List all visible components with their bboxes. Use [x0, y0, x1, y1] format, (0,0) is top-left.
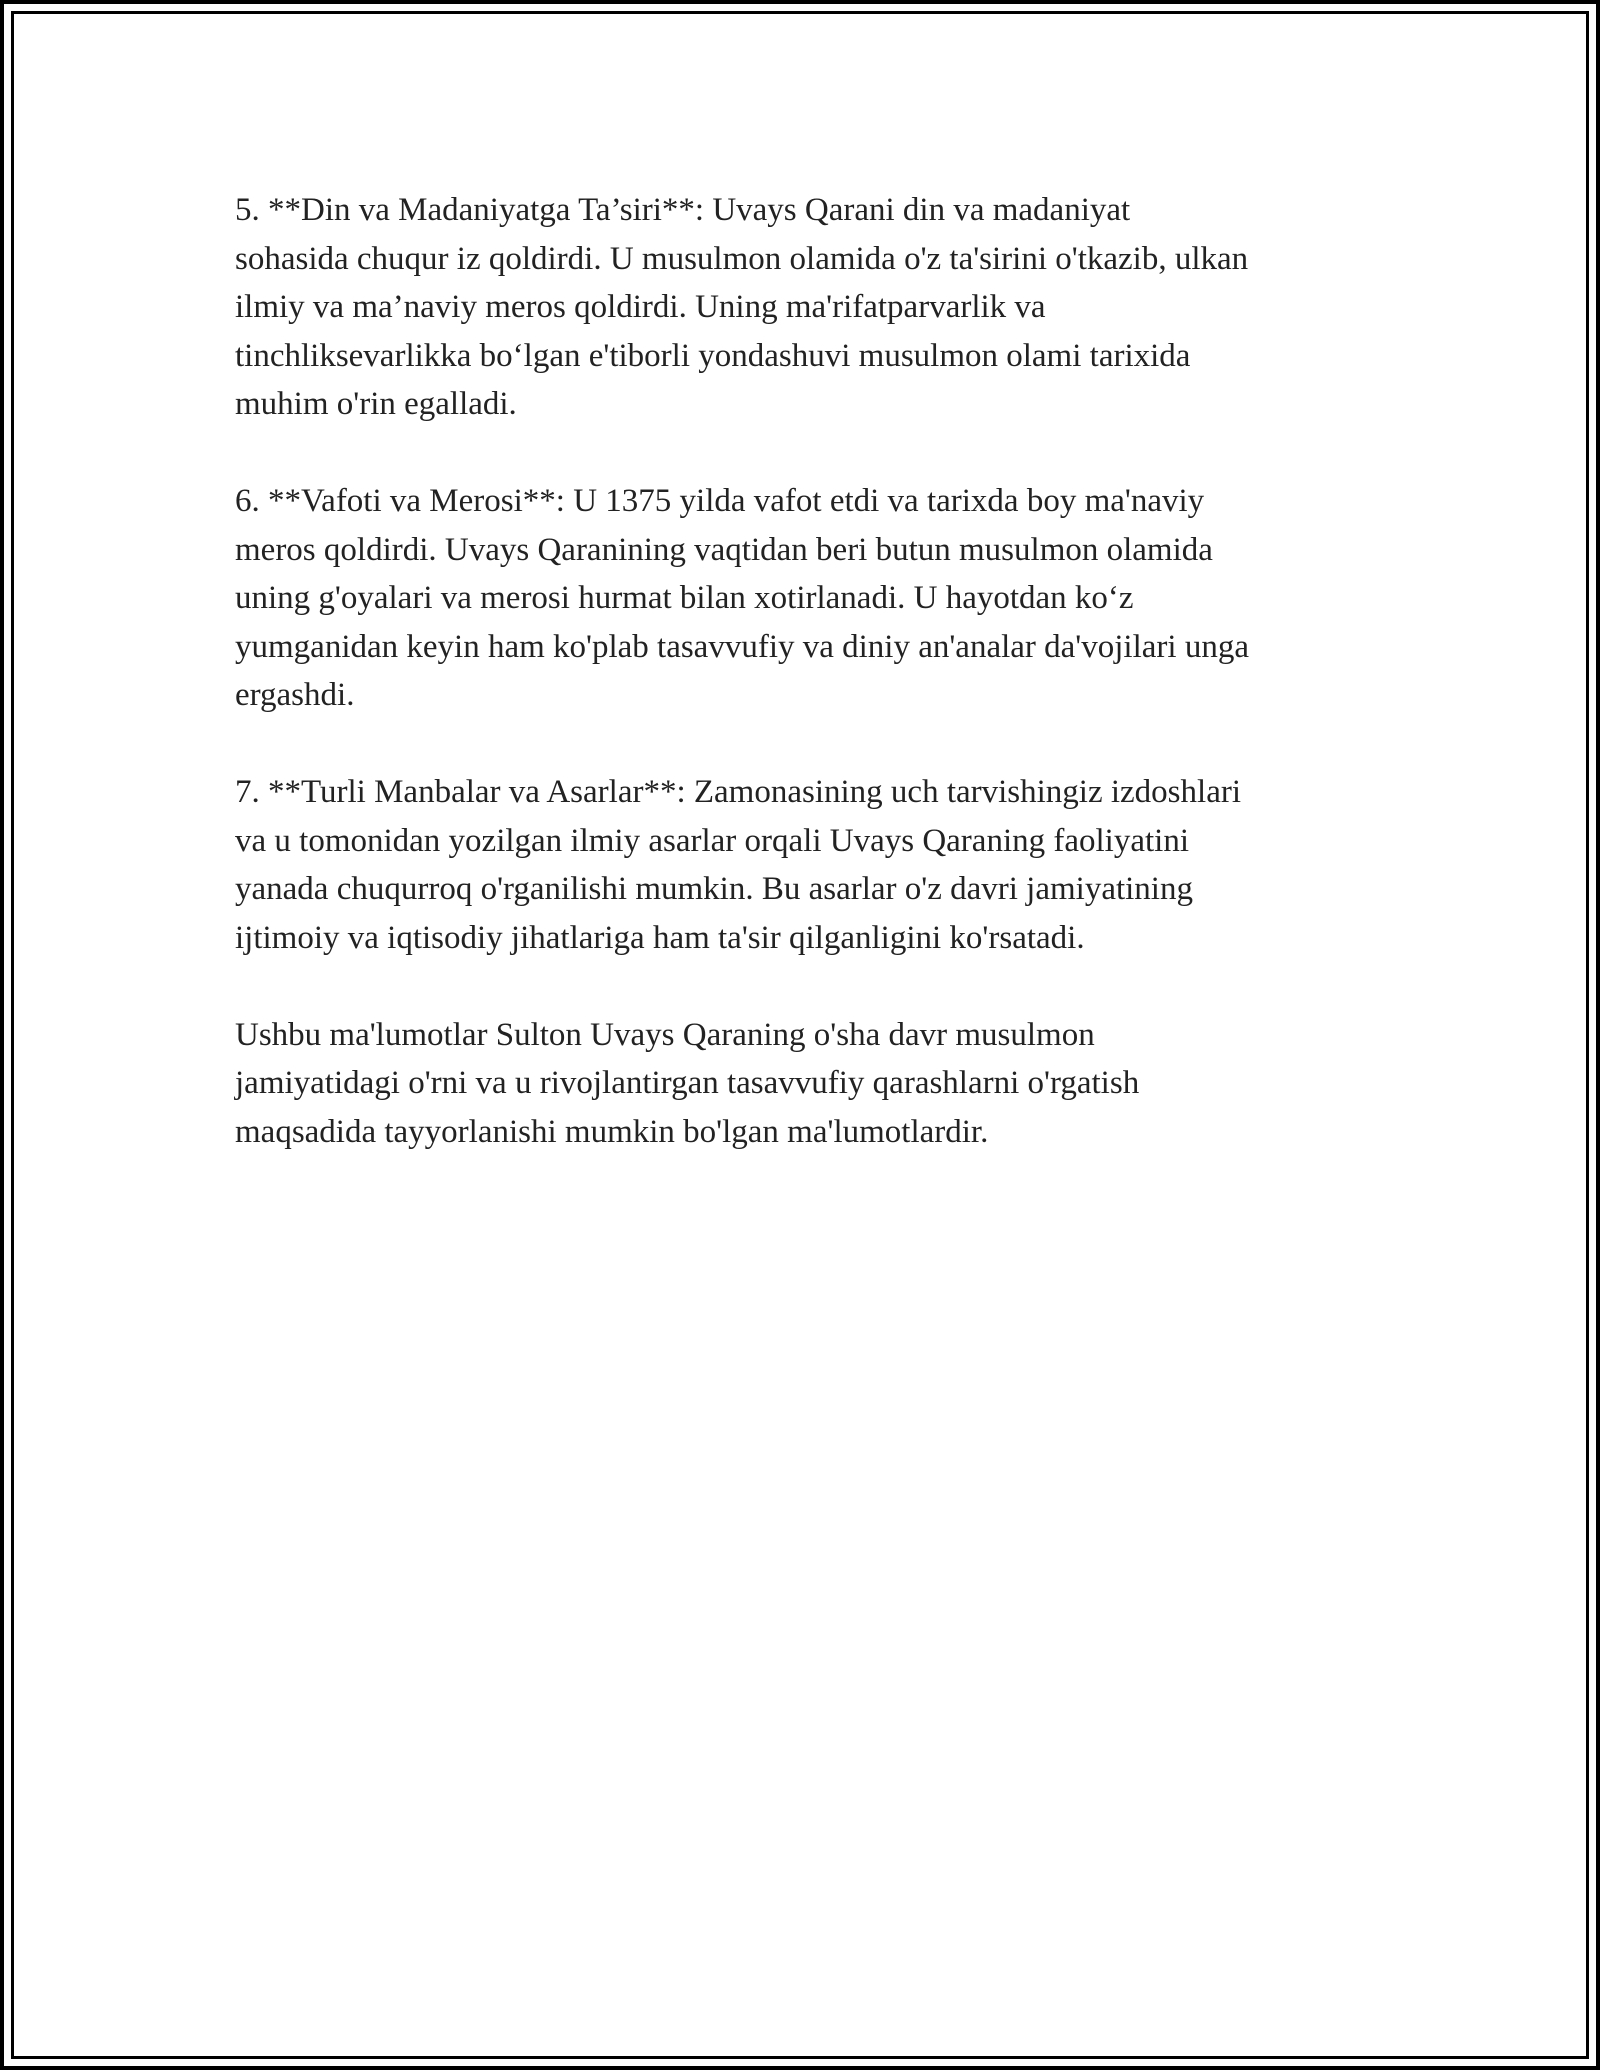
- paragraph-vafoti-va-merosi: 6. **Vafoti va Merosi**: U 1375 yilda vafot etdi va tarixda boy ma'naviy meros qoldirdi. Uvays Qaranining vaqtidan beri butun musulmon olamida uning g'oyalari va merosi hurmat bilan xotirlanadi. U hayotdan ko‘z yumganidan keyin ham ko'plab tasavvufiy va diniy an'analar da'vojilari unga ergashdi.: [235, 483, 1249, 713]
- paragraph-conclusion: Ushbu ma'lumotlar Sulton Uvays Qaraning o'sha davr musulmon jamiyatidagi o'rni va u rivojlantirgan tasavvufiy qarashlarni o'rgatish maqsadida tayyorlanishi mumkin bo'lgan ma'lumotlardir.: [235, 1016, 1140, 1150]
- paragraph-din-va-madaniyat: 5. **Din va Madaniyatga Ta’siri**: Uvays Qarani din va madaniyat sohasida chuqur iz qoldirdi. U musulmon olamida o'z ta'sirini o'tkazib, ulkan ilmiy va ma’naviy meros qoldirdi. Uning ma'rifatparvarlik va tinchliksevarlikka bo‘lgan e'tiborli yondashuvi musulmon olami tarixida muhim o'rin egalladi.: [235, 192, 1249, 422]
- paragraph-turli-manbalar: 7. **Turli Manbalar va Asarlar**: Zamonasining uch tarvishingiz izdoshlari va u tomonidan yozilgan ilmiy asarlar orqali Uvays Qaraning faoliyatini yanada chuqurroq o'rganilishi mumkin. Bu asarlar o'z davri jamiyatining ijtimoiy va iqtisodiy jihatlariga ham ta'sir qilganligini ko'rsatadi.: [235, 774, 1242, 956]
- document-body: [235, 186, 1370, 1205]
